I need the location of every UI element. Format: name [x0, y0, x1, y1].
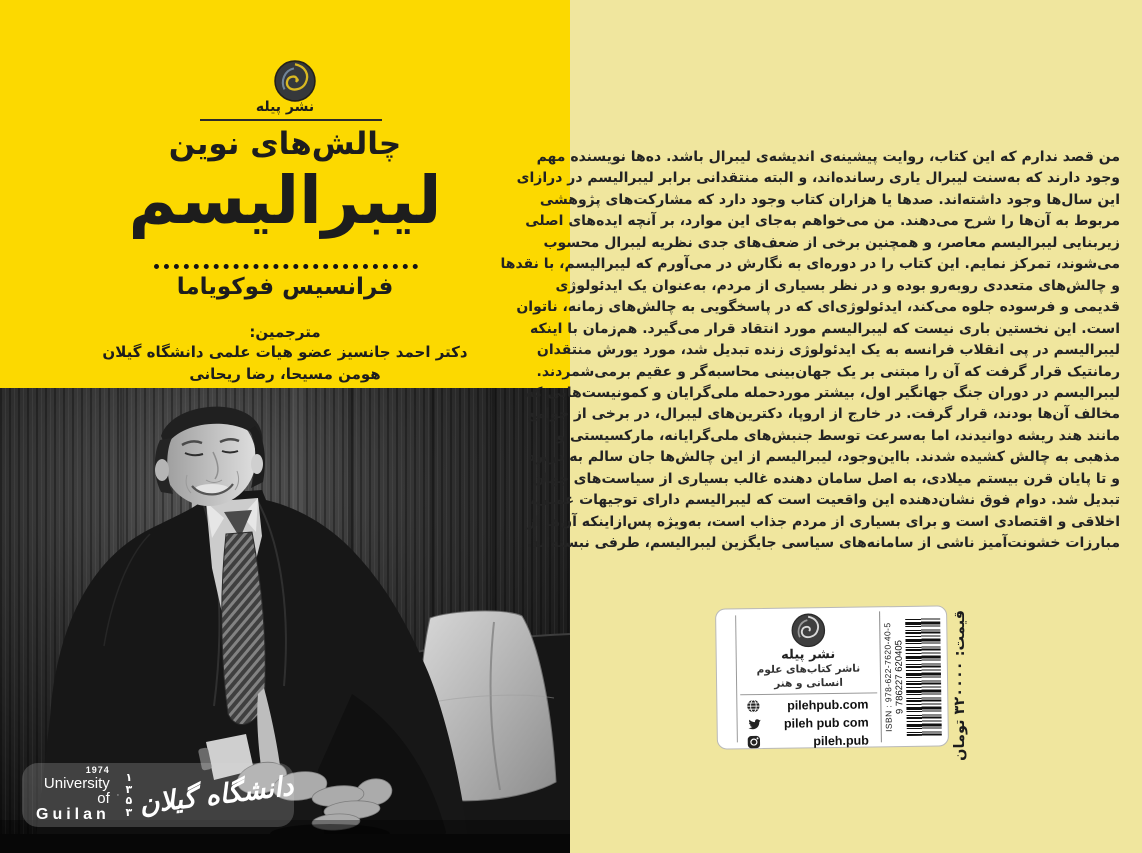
back-cover [500, 0, 1142, 853]
book-title-line1: چالش‌های نوین [168, 126, 402, 162]
guilan-university-emblem-icon [117, 770, 119, 820]
translator-line2: هومن مسیحا، رضا ریحانی [189, 365, 381, 383]
isbn-label: ISBN : 978-622-7620-40-5 [882, 622, 894, 732]
isbn-barcode [882, 612, 944, 741]
publisher-rule [200, 119, 382, 121]
instagram-icon [747, 735, 761, 749]
twitter-handle: pileh pub com [783, 715, 869, 731]
back-text-line: زیربنایی لیبرالیسم معاصر، و همچنین برخی از ضعف‌های جدی نظریه لیبرال محسوب [543, 234, 1120, 251]
publisher-info-box [715, 605, 949, 749]
university-guilan-watermark [22, 763, 294, 827]
guilan-text: Guilan [36, 806, 110, 824]
box-publisher-name: نشر پیله [781, 646, 836, 663]
back-text-line: اخلاقی و اقتصادی است و برای بسیاری از مردم جذاب است، به‌ویژه پس‌ازاینکه آن‌ها از [527, 513, 1120, 530]
back-text-line: و تا پایان قرن بیستم میلادی، به اصل سامان دهنده غالب بسیاری از سیاست‌های جهان [532, 470, 1120, 487]
university-of-text: University of [43, 774, 110, 808]
back-text-line: لیبرالیسم در دوران جنگ جهانگیر اول، بیشتر موردحمله ملی‌گرایان و کمونیست‌هایی که [525, 384, 1120, 401]
back-cover-blurb [500, 147, 1120, 555]
pileh-logo-icon [791, 613, 825, 647]
back-text-line: مخالف آن‌ها بودند، قرار گرفت. در خارج از اروپا، دکترین‌های لیبرال، در برخی از جوامع [527, 406, 1120, 423]
back-text-line: تبدیل شد. دوام فوق نشان‌دهنده این واقعیت است که لیبرالیسم دارای توجیهات عملی، [530, 492, 1120, 509]
author-name: فرانسیس فوکویاما [176, 274, 394, 300]
publisher-name: نشر پیله [255, 99, 315, 115]
university-persian-calligraphy: دانشگاه گیلان [137, 770, 296, 820]
back-text-line: قدیمی و فرسوده جلوه می‌کند، ایدئولوژی‌ای که در پاسخگویی به چالش‌های زمانه، ناتوان [516, 299, 1120, 316]
back-text-line: مربوط به آن‌ها را شرح می‌دهند. من می‌خواهم به‌جای این موارد، بر آنچه ایده‌های اصلی [525, 213, 1120, 230]
dotted-divider [154, 258, 418, 269]
back-text-line: مبارزات خشونت‌آمیز ناشی از سامانه‌های سیاسی جایگزین لیبرالیسم، طرفی نبسته‌اند. [526, 535, 1120, 552]
pileh-publisher-logo-icon [274, 60, 316, 102]
book-title-main: لیبرالیسم [128, 162, 442, 239]
back-text-line: رمانتیک قرار گرفت که آن را مبتنی بر یک جهان‌بینی محاسبه‌گر و عقیم برمی‌شمردند. [536, 363, 1120, 380]
back-text-line: این سال‌ها وجود داشته‌اند. صدها یا هزاران کتاب وجود دارد که مشارکت‌های پژوهشی [539, 191, 1120, 208]
price-block [952, 610, 980, 761]
university-english-block [36, 766, 110, 824]
barcode-digits: 9 786227 620405 [893, 639, 906, 715]
founding-year-gregorian: 1974 [85, 765, 110, 776]
back-text-line: و چالش‌های متعددی روبه‌رو بوده و در نظر بسیاری از مردم، به‌عنوان یک ایدئولوژی [555, 277, 1120, 294]
back-text-line: وجود دارند که به‌سنت لیبرال یاری رسانده‌اند، و البته منتقدانی برابر لیبرالیسم در درازای [516, 170, 1120, 187]
back-text-line: مانند هند ریشه دوانیدند، اما به‌سرعت توسط جنبش‌های ملی‌گرایانه، مارکسیستی و [556, 427, 1120, 444]
publisher-contact-column [736, 607, 881, 748]
twitter-row [738, 713, 881, 733]
translator-line1: دکتر احمد جانسیز عضو هیات علمی دانشگاه گیلان [102, 343, 468, 361]
price-text: قیمت: ۳۲۰۰۰۰ تومان [952, 610, 968, 761]
translators-label: مترجمین: [249, 323, 321, 341]
twitter-bird-icon [747, 717, 761, 731]
barcode-bars [905, 617, 942, 735]
box-publisher-subtitle: ناشر کتاب‌های علوم انسانی و هنر [756, 662, 861, 690]
website-row [737, 695, 880, 715]
globe-icon [746, 699, 760, 713]
website-url: pilehpub.com [787, 697, 869, 713]
back-text-line: می‌شوند، تمرکز نمایم. این کتاب را در دوره‌ای به نگارش در می‌آورم که لیبرالیسم، با نقدها [500, 256, 1120, 273]
back-text-line: است. این نخستین باری نیست که لیبرالیسم مورد انتقاد قرار می‌گیرد. هم‌زمان با اینکه [530, 320, 1120, 337]
front-cover [0, 0, 570, 853]
back-text-line: لیبرالیسم در پی انقلاب فرانسه به یک ایدئولوژی زنده تبدیل شد، مورد یورش منتقدان [536, 342, 1120, 359]
back-text-line: مذهبی به چالش کشیده شدند. بااین‌وجود، لیبرالیسم از این چالش‌ها جان سالم به دربرد [527, 449, 1120, 466]
instagram-row [738, 731, 881, 751]
back-text-line: من قصد ندارم که این کتاب، روایت پیشینه‌ی اندیشه‌ی لیبرال باشد. ده‌ها نویسنده مهم [536, 149, 1120, 165]
instagram-handle: pileh.pub [813, 733, 869, 749]
founding-year-persian: ۱۳۵۳ [125, 771, 133, 819]
